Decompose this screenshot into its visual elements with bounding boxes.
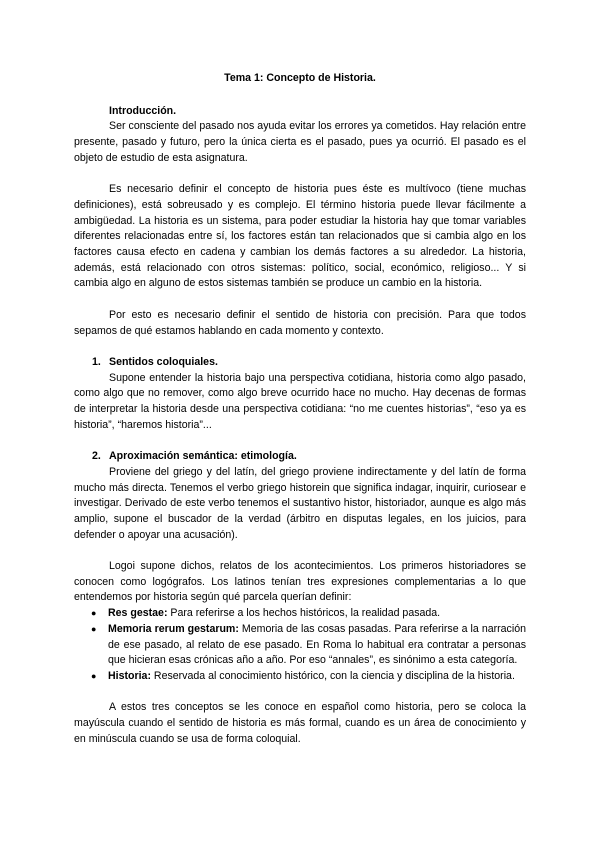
bullet-text: Reservada al conocimiento histórico, con la ciencia y disciplina de la historia. [150, 669, 515, 682]
section-2-title: Aproximación semántica: etimología. [109, 450, 297, 463]
latin-terms-list [74, 606, 526, 685]
bullet-icon: ● [91, 670, 97, 681]
section-1-paragraph: Supone entender la historia bajo una perspectiva cotidiana, historia como algo pasado, como algo que no remover, como algo breve ocurrido hace no mucho. Hay decenas de formas de interpretar la historia desde una perspectiva cotidiana: “no me cuentes historias”, “eso ya es historia”, “haremos historia”... [74, 371, 526, 431]
intro-paragraph-3: Por esto es necesario definir el sentido de historia con precisión. Para que todos sepamos de qué estamos hablando en cada momento y contexto. [74, 308, 526, 337]
section-2-paragraph-1: Proviene del griego y del latín, del griego proviene indirectamente y del latín de forma mucho más directa. Tenemos el verbo griego historein que significa indagar, inquirir, curiosear e investigar. Derivado de este verbo tenemos el sustantivo histor, historiador, aunque es algo más amplio, supone el buscador de la verdad (árbitro en disputas legales, en los juicios, para defender o apoyar una acusación). [74, 465, 526, 541]
section-1-heading [74, 355, 526, 371]
intro-heading: Introducción. [109, 104, 177, 117]
bullet-icon: ● [91, 623, 97, 634]
bullet-icon: ● [91, 608, 97, 619]
intro-paragraph-2: Es necesario definir el concepto de historia pues éste es multívoco (tiene muchas definiciones), está sobreusado y es complejo. El término historia puede llevar fácilmente a ambigüedad. La historia es un sistema, para poder estudiar la historia hay que tomar variables diferentes relacionadas entre sí, los factores están tan relacionados que si cambia algo en los factores causa efecto en cadena y cambian los demás factores a su alrededor. La historia, además, está relacionado con otros sistemas: político, social, económico, religioso... Y si cambia algo en alguno de estos sistemas también se produce un cambio en la historia. [74, 183, 526, 290]
section-2-paragraph-2: Logoi supone dichos, relatos de los acontecimientos. Los primeros historiadores se conocen como logógrafos. Los latinos tenían tres expresiones complementarias a lo que entendemos por historia según qué parcela querían definir: [74, 560, 526, 604]
section-2-number: 2. [92, 450, 101, 463]
bullet-term: Historia: [108, 669, 151, 682]
section-2-paragraph-3: A estos tres conceptos se les conoce en español como historia, pero se coloca la mayúscula cuando el sentido de historia es más formal, cuando es un área de conocimiento y en minúscula cuando se usa de forma coloquial. [74, 701, 526, 745]
section-1-title: Sentidos coloquiales. [109, 355, 218, 368]
intro-paragraph-1: Ser consciente del pasado nos ayuda evitar los errores ya cometidos. Hay relación entre presente, pasado y futuro, pero la única cierta es el pasado, pues ya ocurrió. El pasado es el objeto de estudio de esta asignatura. [74, 120, 526, 164]
bullet-text: Para referirse a los hechos históricos, la realidad pasada. [167, 607, 441, 620]
section-1-number: 1. [92, 355, 101, 368]
list-item [91, 669, 526, 685]
page-title: Tema 1: Concepto de Historia. [224, 72, 376, 84]
list-item [91, 622, 526, 669]
section-2-heading [74, 449, 526, 465]
list-item [91, 606, 526, 622]
bullet-text: Memoria de las cosas pasadas. Para referirse a la narración de ese pasado, al relato de ese pasado. En Roma lo habitual era contratar a personas que hicieran esas crónicas año a año. Por eso “annales”, es sinónimo a esta categoría. [108, 622, 526, 667]
bullet-term: Memoria rerum gestarum: [108, 622, 239, 635]
bullet-term: Res gestae: [108, 607, 168, 620]
